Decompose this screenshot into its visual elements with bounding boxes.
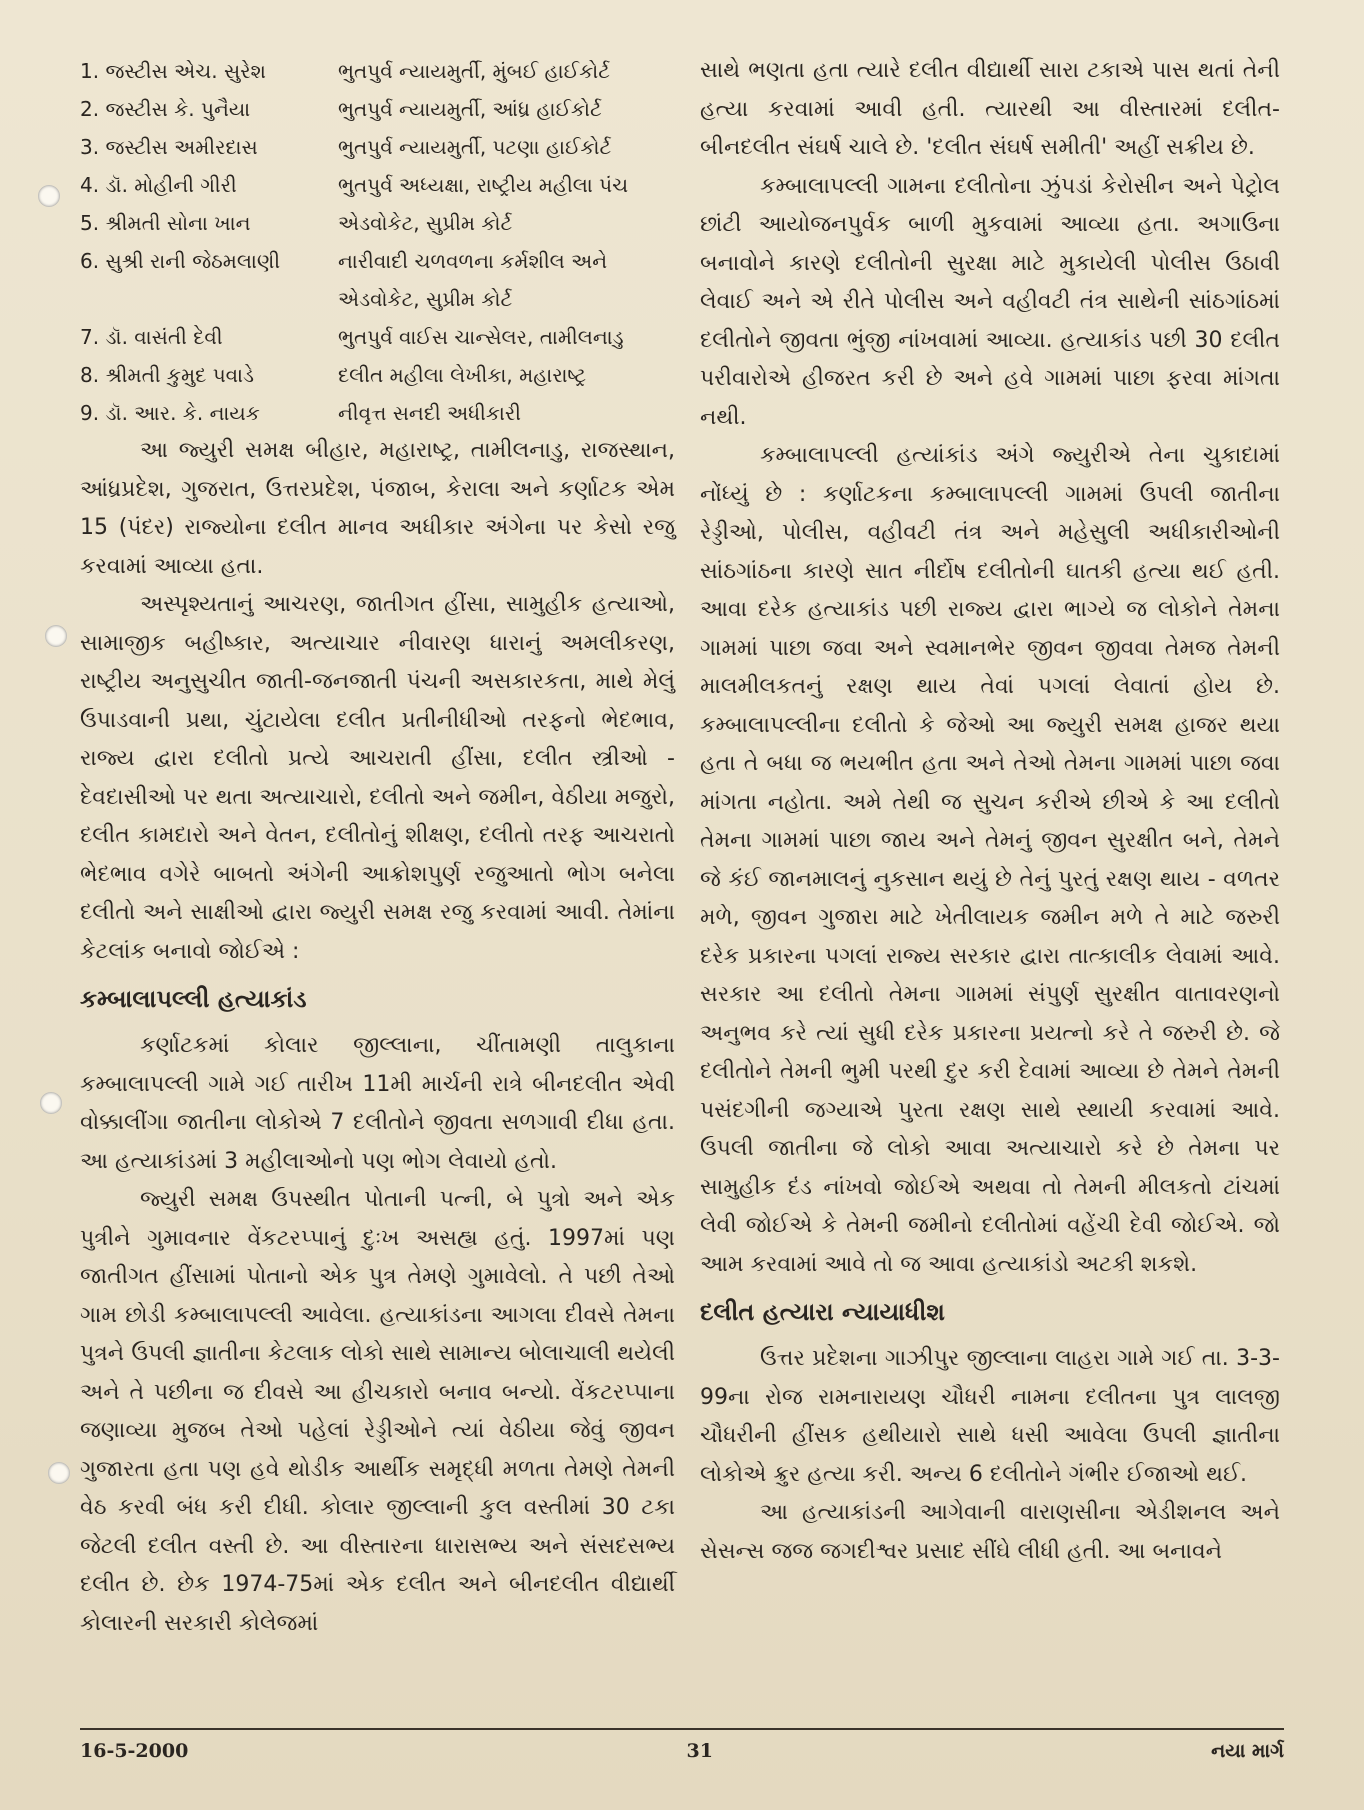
body-paragraph: ઉત્તર પ્રદેશના ગાઝીપુર જીલ્લાના લાહરા ગામે ગઈ તા. 3-3-99ના રોજ રામનારાયણ ચૌધરી નામના દલીતના પુત્ર લાલજી ચૌધરીની હીંસક હથીયારો સાથે ધસી આવેલા ઉપલી જ્ઞાતીના લોકોએ ક્રુર હત્યા કરી. અન્ય 6 દલીતોને ગંભીર ઈજાઓ થઈ. — [700, 1346, 1280, 1487]
jury-name: 1. જસ્ટીસ એચ. સુરેશ — [80, 59, 266, 83]
jury-role: દલીત મહીલા લેખીકા, મહારાષ્ટ્ર — [338, 363, 587, 387]
binding-hole — [40, 1092, 62, 1114]
jury-item — [80, 52, 675, 90]
jury-name: 5. શ્રીમતી સોના ખાન — [80, 211, 251, 235]
jury-item — [80, 128, 675, 166]
jury-role: ભુતપુર્વ અધ્યક્ષા, રાષ્ટ્રીય મહીલા પંચ — [338, 173, 629, 197]
body-paragraph: કર્ણાટકમાં કોલાર જીલ્લાના, ચીંતામણી તાલુકાના કમ્બાલાપલ્લી ગામે ગઈ તારીખ 11મી માર્ચની રાત્રે બીનદલીત એવી વોક્કાલીંગા જાતીના લોકોએ 7 દલીતોને જીવતા સળગાવી દીધા હતા. આ હત્યાકાંડમાં 3 મહીલાઓનો પણ ભોગ લેવાયો હતો. — [80, 1033, 675, 1174]
body-paragraph: આ હત્યાકાંડની આગેવાની વારાણસીના એડીશનલ અને સેસન્સ જજ જગદીશ્વર પ્રસાદ સીંઘે લીધી હતી. આ બનાવને — [700, 1500, 1280, 1564]
jury-role: ભુતપુર્વ વાઈસ ચાન્સેલર, તામીલનાડુ — [338, 325, 624, 349]
issue-date: 16-5-2000 — [80, 1740, 189, 1762]
jury-name: 4. ડૉ. મોહીની ગીરી — [80, 173, 237, 197]
binding-hole — [38, 185, 60, 207]
jury-role: એડવોકેટ, સુપ્રીમ કોર્ટ — [338, 211, 513, 235]
body-paragraph: જ્યુરી સમક્ષ ઉપસ્થીત પોતાની પત્ની, બે પુત્રો અને એક પુત્રીને ગુમાવનાર વેંકટરપ્પાનું દુઃખ અસહ્ય હતું. 1997માં પણ જાતીગત હીંસામાં પોતાનો એક પુત્ર તેમણે ગુમાવેલો. તે પછી તેઓ ગામ છોડી કમ્બાલાપલ્લી આવેલા. હત્યાકાંડના આગલા દીવસે તેમના પુત્રને ઉપલી જ્ઞાતીના કેટલાક લોકો સાથે સામાન્ય બોલાચાલી થયેલી અને તે પછીના જ દીવસે આ હીચકારો બનાવ બન્યો. વેંકટરપ્પાના જણાવ્યા મુજબ તેઓ પહેલાં રેડ્ડીઓને ત્યાં વેઠીયા જેવું જીવન ગુજારતા હતા પણ હવે થોડીક આર્થીક સમૃદ્ધી મળતા તેમણે તેમની વેઠ કરવી બંધ કરી દીધી. કોલાર જીલ્લાની કુલ વસ્તીમાં 30 ટકા જેટલી દલીત વસ્તી છે. આ વીસ્તારના ધારાસભ્ય અને સંસદસભ્ય દલીત છે. છેક 1974-75માં એક દલીત અને બીનદલીત વીદ્યાર્થી કોલારની સરકારી કોલેજમાં — [80, 1187, 675, 1636]
jury-item — [80, 318, 675, 356]
jury-list — [80, 52, 675, 432]
jury-role: ભુતપુર્વ ન્યાયમુર્તી, પટણા હાઈકોર્ટ — [338, 135, 612, 159]
body-paragraph: સાથે ભણતા હતા ત્યારે દલીત વીદ્યાર્થી સારા ટકાએ પાસ થતાં તેની હત્યા કરવામાં આવી હતી. ત્યારથી આ વીસ્તારમાં દલીત-બીનદલીત સંઘર્ષ ચાલે છે. 'દલીત સંઘર્ષ સમીતી' અહીં સક્રીય છે. — [700, 58, 1280, 160]
jury-name: 8. શ્રીમતી કુમુદ પવાડે — [80, 363, 255, 387]
jury-name: 7. ડૉ. વાસંતી દેવી — [80, 325, 223, 349]
jury-name: 2. જસ્ટીસ કે. પુનૈયા — [80, 97, 251, 121]
body-paragraph: અસ્પૃશ્યતાનું આચરણ, જાતીગત હીંસા, સામુહીક હત્યાઓ, સામાજીક બહીષ્કાર, અત્યાચાર નીવારણ ધારાનું અમલીકરણ, રાષ્ટ્રીય અનુસુચીત જાતી-જનજાતી પંચની અસકારકતા, માથે મેલું ઉપાડવાની પ્રથા, ચુંટાયેલા દલીત પ્રતીનીધીઓ તરફનો ભેદભાવ, રાજ્ય દ્વારા દલીતો પ્રત્યે આચરાતી હીંસા, દલીત સ્ત્રીઓ - દેવદાસીઓ પર થતા અત્યાચારો, દલીતો અને જમીન, વેઠીયા મજુરો, દલીત કામદારો અને વેતન, દલીતોનું શીક્ષણ, દલીતો તરફ આચરાતો ભેદભાવ વગેરે બાબતો અંગેની આક્રોશપુર્ણ રજુઆતો ભોગ બનેલા દલીતો અને સાક્ષીઓ દ્વારા જ્યુરી સમક્ષ રજુ કરવામાં આવી. તેમાંના કેટલાંક બનાવો જોઈએ : — [80, 592, 675, 964]
jury-item — [80, 90, 675, 128]
jury-item — [80, 356, 675, 394]
right-column — [700, 52, 1280, 1571]
jury-name: 3. જસ્ટીસ અમીરદાસ — [80, 135, 258, 159]
binding-hole — [48, 1462, 70, 1484]
jury-role: ભુતપુર્વ ન્યાયમુર્તી, મુંબઈ હાઈકોર્ટ — [338, 59, 610, 83]
jury-role: ભુતપુર્વ ન્યાયમુર્તી, આંધ્ર હાઈકોર્ટ — [338, 97, 602, 121]
jury-item — [80, 242, 675, 318]
section-heading: કમ્બાલાપલ્લી હત્યાકાંડ — [80, 985, 307, 1013]
jury-item — [80, 204, 675, 242]
jury-name: 6. સુશ્રી રાની જેઠમલાણી — [80, 249, 281, 273]
jury-role: નારીવાદી ચળવળના કર્મશીલ અને એડવોકેટ, સુપ્રીમ કોર્ટ — [338, 249, 608, 311]
binding-hole — [45, 625, 67, 647]
left-column — [80, 52, 675, 1643]
body-paragraph: કમ્બાલાપલ્લી હત્યાંકાંડ અંગે જ્યુરીએ તેના ચુકાદામાં નોંધ્યું છે : કર્ણાટકના કમ્બાલાપલ્લી ગામમાં ઉપલી જાતીના રેડ્ડીઓ, પોલીસ, વહીવટી તંત્ર અને મહેસુલી અધીકારીઓની સાંઠગાંઠના કારણે સાત નીર્દોષ દલીતોની ઘાતકી હત્યા થઈ હતી. આવા દરેક હત્યાકાંડ પછી રાજ્ય દ્વારા ભાગ્યે જ લોકોને તેમના ગામમાં પાછા જવા અને સ્વમાનભેર જીવન જીવવા તેમજ તેમની માલમીલકતનું રક્ષણ થાય તેવાં પગલાં લેવાતાં હોય છે. કમ્બાલાપલ્લીના દલીતો કે જેઓ આ જ્યુરી સમક્ષ હાજર થયા હતા તે બધા જ ભયભીત હતા અને તેઓ તેમના ગામમાં પાછા જવા માંગતા નહોતા. અમે તેથી જ સુચન કરીએ છીએ કે આ દલીતો તેમના ગામમાં પાછા જાય અને તેમનું જીવન સુરક્ષીત બને, તેમને જે કંઈ જાનમાલનું નુકસાન થયું છે તેનું પુરતું રક્ષણ થાય - વળતર મળે, જીવન ગુજારા માટે ખેતીલાયક જમીન મળે તે માટે જરુરી દરેક પ્રકારના પગલાં રાજ્ય સરકાર દ્વારા તાત્કાલીક લેવામાં આવે. સરકાર આ દલીતો તેમના ગામમાં સંપુર્ણ સુરક્ષીત વાતાવરણનો અનુભવ કરે ત્યાં સુધી દરેક પ્રકારના પ્રયત્નો કરે તે જરુરી છે. જે દલીતોને તેમની ભુમી પરથી દુર કરી દેવામાં આવ્યા છે તેમને તેમની પસંદગીની જગ્યાએ પુરતા રક્ષણ સાથે સ્થાયી કરવામાં આવે. ઉપલી જાતીના જે લોકો આવા અત્યાચારો કરે છે તેમના પર સામુહીક દંડ નાંખવો જોઈએ અથવા તો તેમની મીલકતો ટાંચમાં લેવી જોઈએ કે તેમની જમીનો દલીતોમાં વહેંચી દેવી જોઈએ. જો આમ કરવામાં આવે તો જ આવા હત્યાકાંડો અટકી શકશે. — [700, 443, 1280, 1277]
body-paragraph: આ જ્યુરી સમક્ષ બીહાર, મહારાષ્ટ્ર, તામીલનાડુ, રાજસ્થાન, આંધ્રપ્રદેશ, ગુજરાત, ઉત્તરપ્રદેશ, પંજાબ, કેરાલા અને કર્ણાટક એમ 15 (પંદર) રાજ્યોના દલીત માનવ અધીકાર અંગેના પર કેસો રજુ કરવામાં આવ્યા હતા. — [80, 438, 675, 579]
jury-item — [80, 394, 675, 432]
jury-item — [80, 166, 675, 204]
jury-role: નીવૃત્ત સનદી અધીકારી — [338, 401, 521, 425]
publication-name: નયા માર્ગ — [1211, 1740, 1284, 1762]
jury-name: 9. ડૉ. આર. કે. નાયક — [80, 401, 260, 425]
body-paragraph: કમ્બાલાપલ્લી ગામના દલીતોના ઝુંપડાં કેરોસીન અને પેટ્રોલ છાંટી આયોજનપુર્વક બાળી મુકવામાં આવ્યા હતા. અગાઉના બનાવોને કારણે દલીતોની સુરક્ષા માટે મુકાયેલી પોલીસ ઉઠાવી લેવાઈ અને એ રીતે પોલીસ અને વહીવટી તંત્ર સાથેની સાંઠગાંઠમાં દલીતોને જીવતા ભુંજી નાંખવામાં આવ્યા. હત્યાકાંડ પછી 30 દલીત પરીવારોએ હીજરત કરી છે અને હવે ગામમાં પાછા ફરવા માંગતા નથી. — [700, 173, 1280, 430]
page-number: 31 — [686, 1740, 713, 1762]
page-footer — [80, 1728, 1284, 1762]
section-heading: દલીત હત્યારા ન્યાયાધીશ — [700, 1298, 945, 1326]
